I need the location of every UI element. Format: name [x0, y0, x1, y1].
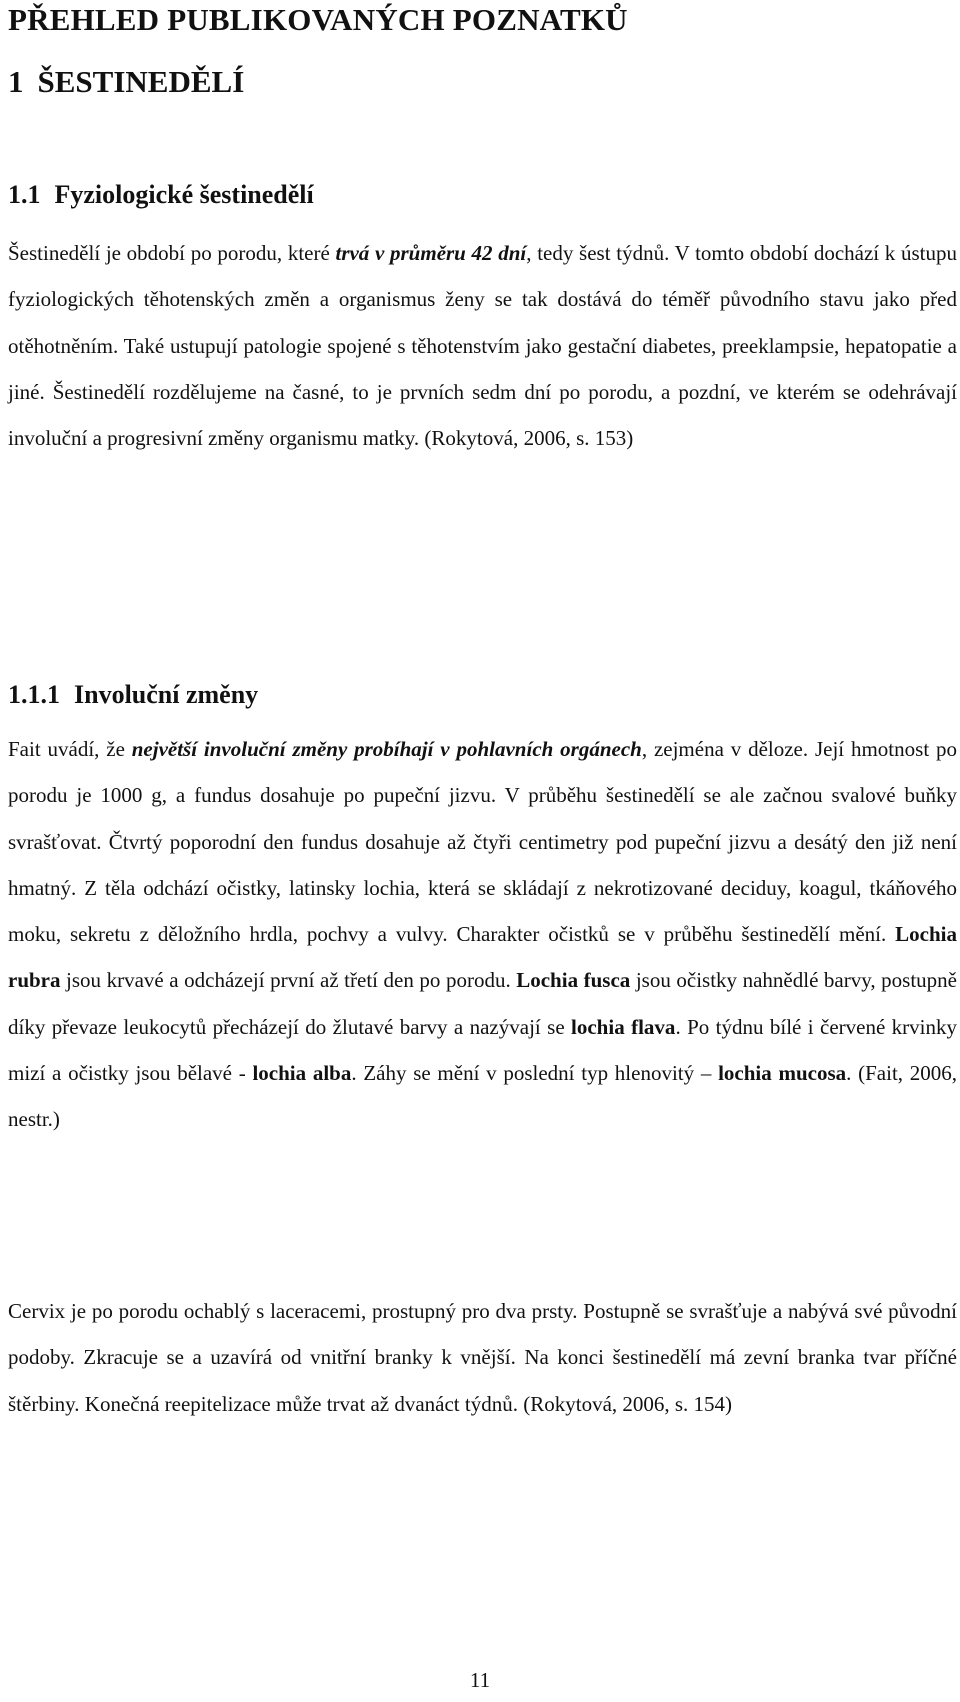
text-run: . Po týdnu bílé i červené krvinky mizí a očistky jsou bělavé - [8, 1014, 958, 1086]
term-lochia-alba: lochia alba [252, 1061, 352, 1086]
text-run: Šestinedělí je období po porodu, které [8, 241, 336, 265]
term-lochia-flava: lochia flava [571, 1014, 676, 1039]
term-lochia-mucosa: lochia mucosa [718, 1061, 847, 1086]
text-run: , zejména v děloze. Její hmotnost po porodu je 1000 g, a fundus dosahuje po pupeční jizvu. V průběhu šestinedělí se ale začnou svalové buňky svrašťovat. Čtvrtý poporodní den fundus dosahuje až čtyři centimetry pod pupeční jizvu a desátý den již není hmatný. Z těla odchází očistky, latinsky lochia, která se skládají z nekrotizované deciduy, koagul, tkáňového moku, sekretu z děložního hrdla, pochvy a vulvy. Charakter očistků se v průběhu šestinedělí mění. [8, 737, 957, 947]
page-number: 11 [469, 1668, 491, 1692]
subsection-number: 1.1.1 [8, 680, 60, 709]
emphasis-changes: největší involuční změny probíhají v pohlavních orgánech [131, 737, 642, 761]
term-lochia-fusca: Lochia fusca [516, 968, 631, 993]
text-run: Fait uvádí, že [8, 737, 132, 761]
section-title: Fyziologické šestinedělí [54, 180, 314, 209]
involution-paragraph [8, 726, 957, 1143]
cervix-paragraph: Cervix je po porodu ochablý s laceracemi, prostupný pro dva prsty. Postupně se svrašťuje a nabývá své původní podoby. Zkracuje se a uzavírá od vnitřní branky k vnější. Na konci šestinedělí má zevní branka tvar příčné štěrbiny. Konečná reepitelizace může trvat až dvanáct týdnů. (Rokytová, 2006, s. 154) [8, 1299, 957, 1416]
text-run: , tedy šest týdnů. V tomto období dochází k ústupu fyziologických těhotenských změn a organismus ženy se tak dostává do téměř původního stavu jako před otěhotněním. Také ustupují patologie spojené s těhotenstvím jako gestační diabetes, preeklampsie, hepatopatie a jiné. Šestinedělí rozdělujeme na časné, to je prvních sedm dní po porodu, a pozdní, ve kterém se odehrávají involuční a progresivní změny organismu matky. (Rokytová, 2006, s. 153) [8, 241, 957, 451]
chapter-heading [8, 64, 244, 100]
subsection-title: Involuční změny [74, 680, 259, 709]
chapter-number: 1 [8, 64, 24, 99]
chapter-title: ŠESTINEDĚLÍ [37, 64, 245, 99]
section-paragraph [8, 230, 957, 461]
text-run: . (Fait, 2006, nestr.) [8, 1061, 957, 1132]
emphasis-duration: trvá v průměru 42 dní [335, 241, 527, 265]
part-heading: PŘEHLED PUBLIKOVANÝCH POZNATKŮ [8, 2, 628, 37]
term-lochia-rubra: Lochia rubra [8, 922, 957, 993]
text-run: . Záhy se mění v poslední typ hlenovitý – [351, 1061, 719, 1086]
section-heading [8, 180, 314, 210]
text-run: jsou krvavé a odcházejí první až třetí den po porodu. [60, 968, 517, 993]
text-run: jsou očistky nahnědlé barvy, postupně díky převaze leukocytů přecházejí do žlutavé barvy a nazývají se [8, 968, 958, 1039]
section-number: 1.1 [8, 180, 41, 209]
subsection-heading [8, 680, 258, 710]
